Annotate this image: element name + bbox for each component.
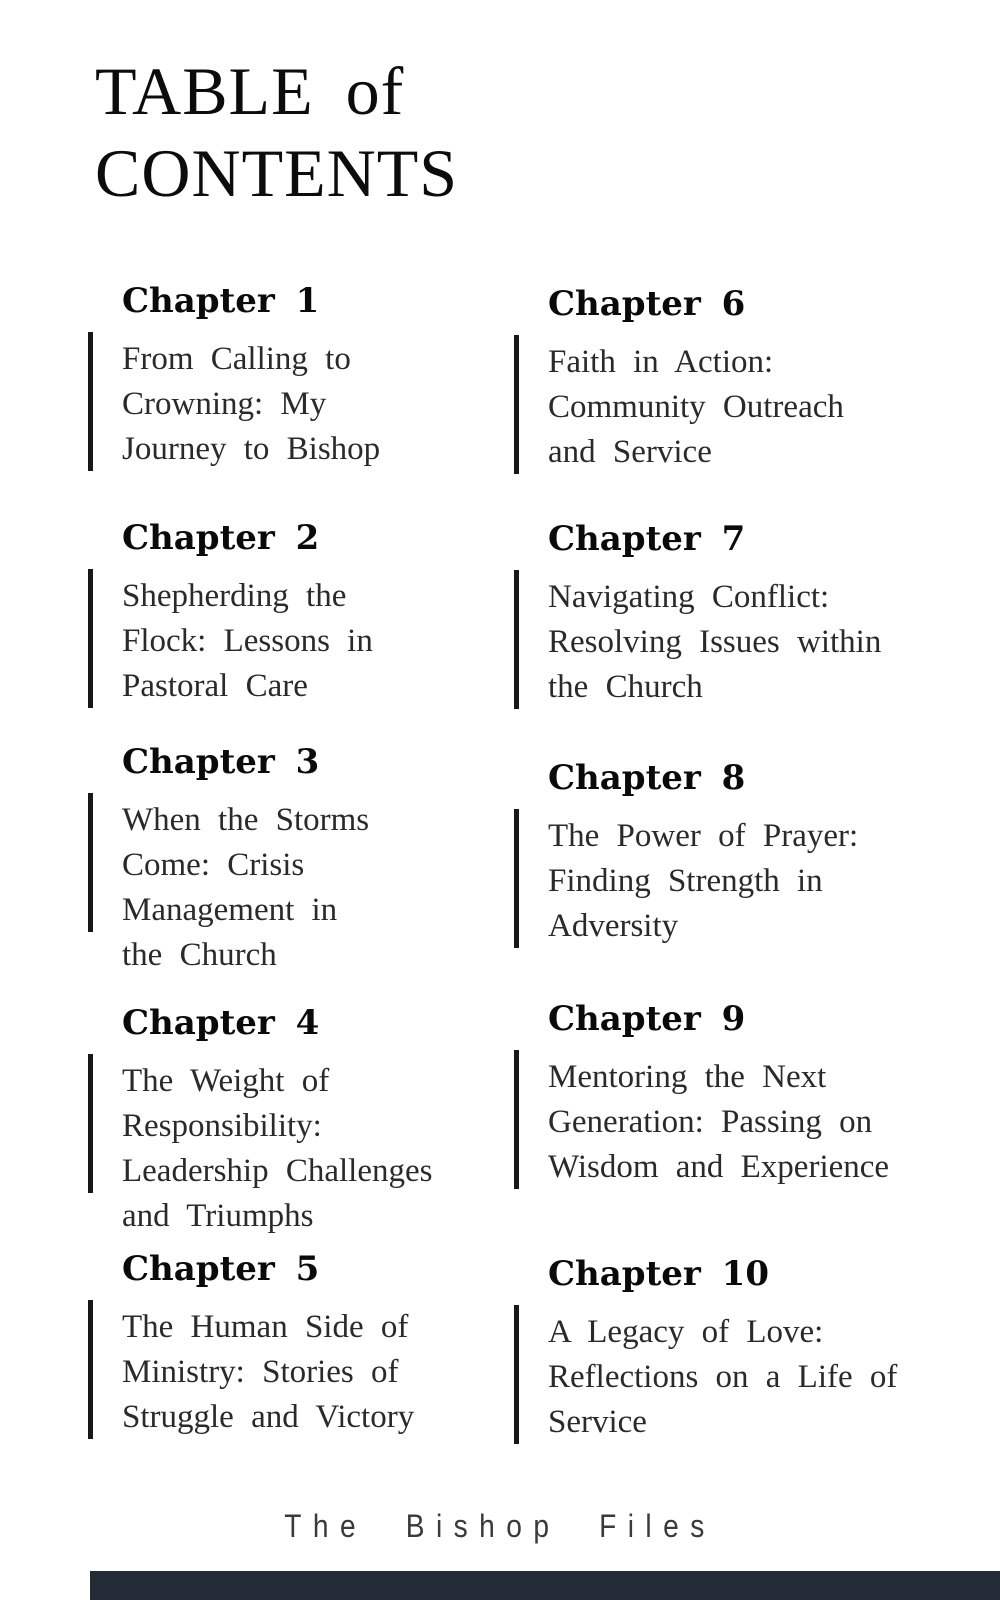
chapter-title-line: Navigating Conflict:	[548, 579, 830, 615]
chapter-title-line: Leadership Challenges	[122, 1153, 433, 1189]
chapter-title-line: Service	[548, 1404, 647, 1440]
chapter-title-line: Struggle and Victory	[122, 1399, 415, 1435]
chapter-body	[514, 1055, 992, 1190]
chapter-accent-bar	[88, 569, 93, 708]
chapter-body	[514, 340, 992, 475]
chapter-title-line: Flock: Lessons in	[122, 623, 373, 659]
chapter-title	[122, 337, 520, 472]
chapter-title-line: Come: Crisis	[122, 847, 305, 883]
chapter-entry	[88, 1246, 520, 1440]
chapter-label: Chapter 4	[122, 1003, 320, 1043]
chapter-title-line: The Human Side of	[122, 1309, 409, 1345]
chapter-accent-bar	[514, 1305, 519, 1444]
chapter-body	[514, 575, 992, 710]
chapter-title	[122, 574, 520, 709]
chapter-entry	[514, 1251, 992, 1445]
page-title	[95, 50, 458, 214]
chapter-entry	[88, 1000, 520, 1239]
chapter-label: Chapter 9	[548, 999, 746, 1039]
chapter-label: Chapter 8	[548, 758, 746, 798]
chapter-label: Chapter 5	[122, 1249, 320, 1289]
bottom-accent-bar	[90, 1571, 1000, 1600]
page-title-line2: CONTENTS	[95, 135, 459, 211]
chapter-entry	[514, 281, 992, 475]
page-title-line1: TABLE of	[95, 53, 405, 129]
chapter-title	[548, 1055, 992, 1190]
chapter-label: Chapter 10	[548, 1254, 769, 1294]
chapter-title-line: the Church	[548, 669, 703, 705]
chapter-accent-bar	[88, 1054, 93, 1193]
chapter-title	[548, 575, 992, 710]
chapter-label: Chapter 7	[548, 519, 746, 559]
chapter-title	[122, 798, 520, 978]
chapter-entry	[514, 755, 992, 949]
chapter-title-line: A Legacy of Love:	[548, 1314, 824, 1350]
footer-brand: The Bishop Files	[284, 1508, 716, 1544]
chapter-title-line: Generation: Passing on	[548, 1104, 873, 1140]
chapter-title-line: and Service	[548, 434, 712, 470]
chapter-accent-bar	[514, 809, 519, 948]
chapter-label: Chapter 2	[122, 518, 320, 558]
chapter-body	[88, 1305, 520, 1440]
chapter-title-line: Ministry: Stories of	[122, 1354, 399, 1390]
chapter-entry	[88, 739, 520, 978]
chapter-title	[548, 814, 992, 949]
chapter-title-line: the Church	[122, 937, 277, 973]
chapter-body	[88, 798, 520, 978]
chapter-body	[514, 1310, 992, 1445]
chapter-title-line: Pastoral Care	[122, 668, 308, 704]
chapter-title-line: Management in	[122, 892, 338, 928]
chapter-title-line: and Triumphs	[122, 1198, 314, 1234]
chapter-title-line: The Power of Prayer:	[548, 818, 859, 854]
chapter-title-line: From Calling to	[122, 341, 351, 377]
chapter-accent-bar	[88, 332, 93, 471]
chapter-label: Chapter 6	[548, 284, 746, 324]
chapter-title-line: The Weight of	[122, 1063, 330, 1099]
chapter-body	[88, 1059, 520, 1239]
chapter-entry	[88, 515, 520, 709]
chapter-title	[548, 340, 992, 475]
chapter-title-line: Faith in Action:	[548, 344, 774, 380]
chapter-accent-bar	[88, 1300, 93, 1439]
chapter-title-line: Reflections on a Life of	[548, 1359, 898, 1395]
chapter-accent-bar	[514, 335, 519, 474]
chapter-label: Chapter 3	[122, 742, 320, 782]
chapter-title-line: Adversity	[548, 908, 679, 944]
chapter-entry	[514, 516, 992, 710]
chapter-entry	[514, 996, 992, 1190]
chapter-accent-bar	[514, 570, 519, 709]
chapter-title-line: Resolving Issues within	[548, 624, 882, 660]
chapter-title-line: Finding Strength in	[548, 863, 823, 899]
chapter-title-line: Crowning: My	[122, 386, 327, 422]
chapter-accent-bar	[514, 1050, 519, 1189]
chapter-body	[514, 814, 992, 949]
chapter-title-line: Shepherding the	[122, 578, 347, 614]
chapter-title-line: Wisdom and Experience	[548, 1149, 890, 1185]
chapter-body	[88, 574, 520, 709]
chapter-accent-bar	[88, 793, 93, 932]
chapter-title	[548, 1310, 992, 1445]
chapter-title-line: Community Outreach	[548, 389, 844, 425]
chapter-title	[122, 1059, 520, 1239]
chapter-label: Chapter 1	[122, 281, 320, 321]
chapter-title-line: Journey to Bishop	[122, 431, 381, 467]
chapter-body	[88, 337, 520, 472]
chapter-entry	[88, 278, 520, 472]
chapter-title	[122, 1305, 520, 1440]
chapter-title-line: Responsibility:	[122, 1108, 322, 1144]
chapter-title-line: Mentoring the Next	[548, 1059, 827, 1095]
chapter-title-line: When the Storms	[122, 802, 370, 838]
